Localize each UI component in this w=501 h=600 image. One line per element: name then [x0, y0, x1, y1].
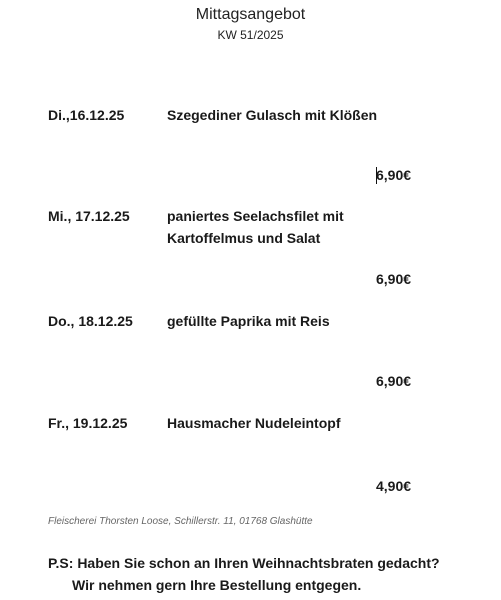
menu-date-1: Di.,16.12.25: [48, 107, 125, 123]
menu-date-4: Fr., 19.12.25: [48, 415, 128, 431]
week-label: KW 51/2025: [217, 28, 284, 42]
menu-price-1: 6,90€: [376, 167, 412, 183]
ps-line-1: P.S: Haben Sie schon an Ihren Weihnachtsbraten gedacht?: [48, 555, 440, 571]
menu-dish-2-line1: paniertes Seelachsfilet mit: [167, 208, 344, 224]
menu-price-3: 6,90€: [376, 373, 412, 389]
ps-note: [48, 552, 440, 596]
ps-line-2: Wir nehmen gern Ihre Bestellung entgegen.: [72, 577, 362, 593]
page-title: Mittagsangebot: [195, 6, 306, 23]
menu-price-2: 6,90€: [376, 271, 412, 287]
menu-dish-4: Hausmacher Nudeleintopf: [167, 415, 341, 431]
menu-dish-3: gefüllte Paprika mit Reis: [167, 313, 330, 329]
footer-address: Fleischerei Thorsten Loose, Schillerstr. 11, 01768 Glashütte: [48, 516, 313, 527]
menu-date-3: Do., 18.12.25: [48, 313, 133, 329]
menu-dish-2-line2: Kartoffelmus und Salat: [167, 230, 321, 246]
menu-date-2: Mi., 17.12.25: [48, 208, 130, 224]
menu-dish-1: Szegediner Gulasch mit Klößen: [167, 107, 378, 123]
menu-price-4: 4,90€: [376, 478, 412, 494]
